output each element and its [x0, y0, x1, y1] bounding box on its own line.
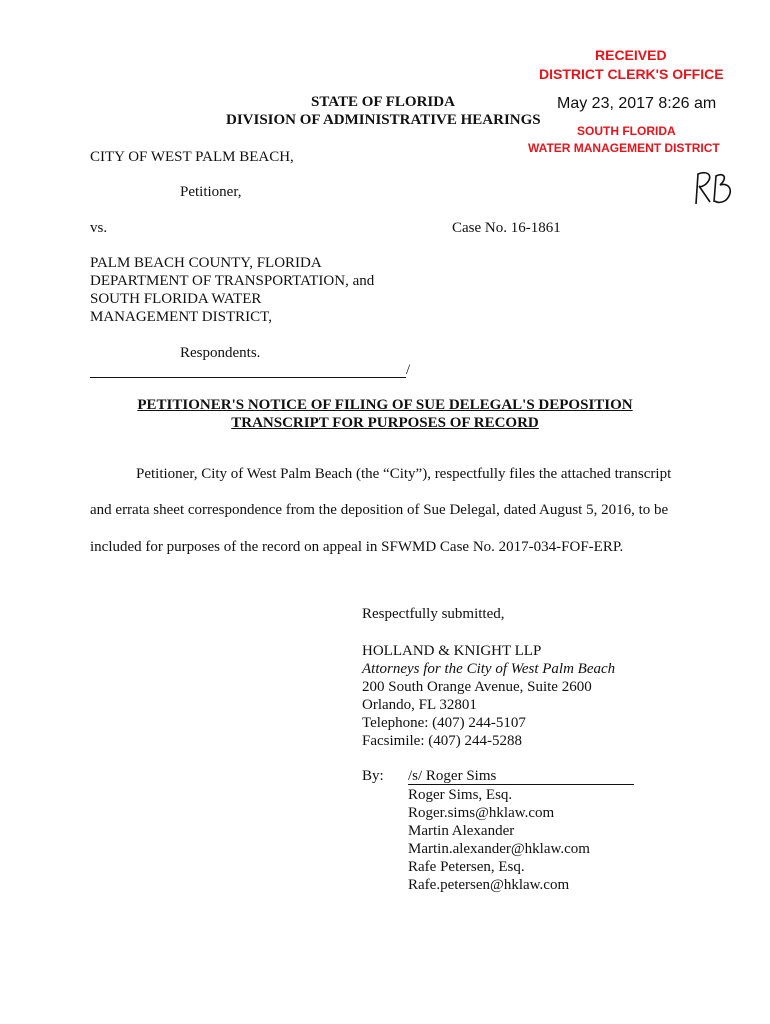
stamp-org-line1: SOUTH FLORIDA: [577, 124, 676, 138]
stamp-received: RECEIVED: [595, 47, 667, 63]
signature-line: [408, 768, 634, 785]
respondent-line: DEPARTMENT OF TRANSPORTATION, and: [90, 273, 375, 289]
attorney-list: [408, 786, 590, 894]
signed-name: /s/ Roger Sims: [408, 768, 497, 784]
header-division: DIVISION OF ADMINISTRATIVE HEARINGS: [226, 112, 541, 128]
body-line1: Petitioner, City of West Palm Beach (the “City”), respectfully files the attached transcript: [136, 466, 672, 482]
address-line1: 200 South Orange Avenue, Suite 2600: [362, 679, 592, 695]
attorney-line: Martin Alexander: [408, 823, 515, 839]
respondents-block: [90, 254, 374, 326]
body-line2: and errata sheet correspondence from the deposition of Sue Delegal, dated August 5, 2016, to be: [90, 502, 669, 518]
firm-block: [362, 642, 615, 750]
petitioner-name: CITY OF WEST PALM BEACH,: [90, 149, 294, 165]
header-state: STATE OF FLORIDA: [311, 94, 455, 110]
caption-slash: /: [406, 362, 411, 378]
by-label: By:: [362, 768, 384, 784]
vs-label: vs.: [90, 220, 108, 236]
petitioner-role: Petitioner,: [180, 184, 242, 200]
attorney-line: Rafe Petersen, Esq.: [408, 859, 525, 875]
respondent-line: PALM BEACH COUNTY, FLORIDA: [90, 255, 322, 271]
attorney-email: Rafe.petersen@hklaw.com: [408, 877, 570, 893]
body-line3: included for purposes of the record on appeal in SFWMD Case No. 2017-034-FOF-ERP.: [90, 539, 624, 555]
respondent-role: Respondents.: [180, 345, 261, 361]
attorney-line: Roger Sims, Esq.: [408, 787, 513, 803]
attorney-email: Roger.sims@hklaw.com: [408, 805, 555, 821]
respondent-line: SOUTH FLORIDA WATER: [90, 291, 262, 307]
case-number: Case No. 16-1861: [452, 220, 561, 236]
firm-name: HOLLAND & KNIGHT LLP: [362, 643, 542, 659]
stamp-initials-signature: [690, 168, 738, 208]
stamp-org-line2: WATER MANAGEMENT DISTRICT: [528, 141, 720, 155]
stamp-clerk-office: DISTRICT CLERK'S OFFICE: [539, 66, 724, 82]
facsimile: Facsimile: (407) 244-5288: [362, 733, 522, 749]
telephone: Telephone: (407) 244-5107: [362, 715, 526, 731]
document-title-line1: PETITIONER'S NOTICE OF FILING OF SUE DELEGAL'S DEPOSITION: [137, 397, 633, 413]
closing: Respectfully submitted,: [362, 606, 505, 622]
document-title-line2: TRANSCRIPT FOR PURPOSES OF RECORD: [231, 415, 539, 431]
caption-rule: [90, 377, 406, 378]
stamp-datetime: May 23, 2017 8:26 am: [557, 95, 717, 112]
attorney-email: Martin.alexander@hklaw.com: [408, 841, 590, 857]
attorneys-for: Attorneys for the City of West Palm Beach: [362, 661, 616, 677]
address-line2: Orlando, FL 32801: [362, 697, 477, 713]
respondent-line: MANAGEMENT DISTRICT,: [90, 309, 272, 325]
